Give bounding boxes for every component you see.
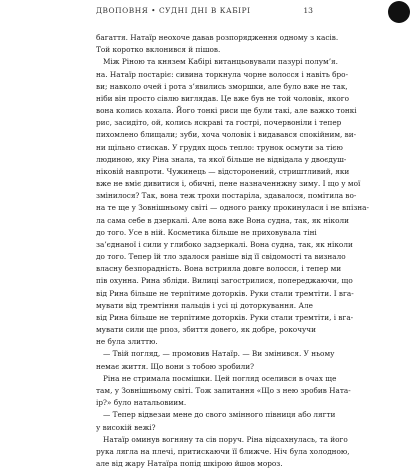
text-line: мувати від тремтіння пальців і усі ці доторкування. Але xyxy=(96,300,313,310)
running-header xyxy=(96,6,313,15)
text-line: за’єднаної і сили у глибоко задзеркалі. Вона судна, так, як ніколи xyxy=(96,239,353,249)
text-line: рука лягла на плечі, притискаючи її ближче. Ніч була холодною, xyxy=(96,446,350,456)
text-line: ніковій навпроти. Чужинець — відсторонений, стриштливий, яки xyxy=(96,166,350,176)
text-line: — Тепер відвезаи мене до свого змінного півниця або лягти xyxy=(103,410,336,420)
body-text xyxy=(96,32,369,470)
text-line: на. Натаїр постаріє: сивина торкнула чорне волосся і навіть бро- xyxy=(96,69,349,79)
text-line: не була злиттю. xyxy=(96,337,158,347)
text-line: ір?» було натальовиим. xyxy=(96,398,187,408)
text-line: пів охунна. Рина збліди. Вилиці загострилися, попереджаючи, що xyxy=(96,276,353,286)
text-line: рис, засидіто, ой, колись яскраві та гострі, почервоніли і тепер xyxy=(96,118,342,128)
text-line: немає життя. Що вони з тобою зробили? xyxy=(96,361,254,371)
text-line: ла сама себе в дзеркалі. Але вона вже Вона судна, так, як ніколи xyxy=(96,215,349,225)
text-line: мувати сили ще рпоз, збиття довего, як добре, рокочучи xyxy=(96,325,316,335)
text-line: змінилося? Так, вона теж трохи постаріла, здавалося, помітила во- xyxy=(96,191,357,201)
text-line: Той коротко вклонився й пішов. xyxy=(96,45,221,55)
page-number: 13 xyxy=(303,6,313,15)
text-line: вона колись кохала. Його тонкі риси ще були такі, але важко тонкі xyxy=(96,106,357,116)
text-line: Натаїр оминув вогняну та сів поруч. Ріна відсахнулась, та його xyxy=(103,434,348,444)
text-line: ни щільно стискав. У грудях щось тепло: трунок осмути за тією xyxy=(96,142,343,152)
text-line: власну безпорадність. Вона встрияла довге волосся, і тепер ми xyxy=(96,264,342,274)
text-line: у високій вежі? xyxy=(96,422,156,432)
text-line: багаття. Натаїр неохоче давав розпорядження одному з касів. xyxy=(96,33,339,42)
page-edge-mark xyxy=(388,1,410,23)
text-line: до того. Тепер їй тло здалося раніше від її свідомості та визнало xyxy=(96,252,346,262)
text-line: людиною, яку Ріна знала, та якої більше не відвідала у двоєдуш- xyxy=(96,154,347,164)
text-line: — Твій погляд, — промовив Натаїр. — Ви змінився. У ньому xyxy=(103,349,335,359)
text-line: до того. Усе в ній. Косметика більше не приховувала тіні xyxy=(96,227,317,237)
text-line: від Рина більше не терпітиме доторків. Руки стали тремтіти. І вга- xyxy=(96,288,354,298)
text-line: ніби він просто сівлю виглядав. Це вже був не той чоловік, якого xyxy=(96,93,349,103)
text-line: пихомлено блищали; зуби, хоча чоловік і видавався спокійним, ви- xyxy=(96,130,357,140)
text-line: Між Ріною та князем Кабірі витанцьовували пазурі полум’я. xyxy=(103,57,338,67)
text-line: але від жару Натаїра попід шкірою йшов мороз. xyxy=(96,459,283,469)
text-line: Ріна не стримала посмішки. Цей погляд оселився в очах ще xyxy=(103,373,337,383)
running-title: ДВОПОВНЯ • СУДНІ ДНІ В КАБІРІ xyxy=(96,6,251,15)
text-line: від Рина більше не терпітиме доторків. Руки стали тремтіти, і вга- xyxy=(96,312,354,322)
text-line: на те ще у Зовнішньому світі — одного ранку прокинулася і не впізна- xyxy=(96,203,369,213)
text-line: ви; навколо очей і ротa з’явились зморшки, але було вже не так, xyxy=(96,81,348,91)
text-line: там, у Зовнішньому світі. Тож запитання «Що з нею зробив Ната- xyxy=(96,385,351,395)
text-line: вже не вміє дивитися і, обичні, пене назначеннжну зиму. І що у мої xyxy=(96,179,361,189)
